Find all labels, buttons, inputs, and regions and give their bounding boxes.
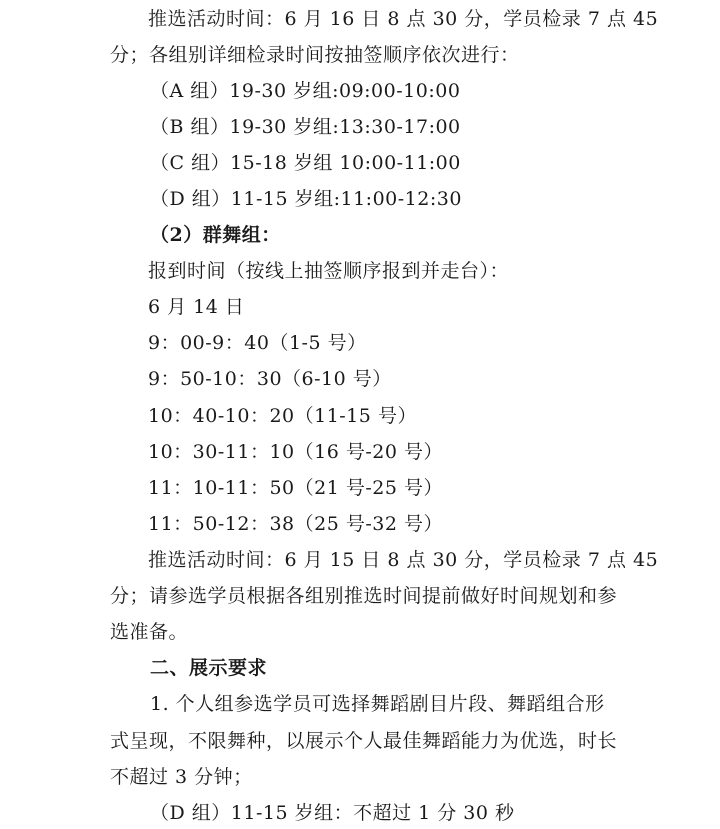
- text-line: 式呈现，不限舞种，以展示个人最佳舞蹈能力为优选，时长: [110, 730, 618, 752]
- text-line: 11：10-11：50（21 号-25 号）: [148, 477, 443, 499]
- text-line: 10：30-11：10（16 号-20 号）: [148, 441, 443, 463]
- section-heading: （2）群舞组：: [150, 224, 281, 246]
- text-line: 1. 个人组参选学员可选择舞蹈剧目片段、舞蹈组合形: [150, 693, 605, 715]
- section-heading: 二、展示要求: [150, 657, 268, 679]
- text-line: 9：00-9：40（1-5 号）: [148, 332, 367, 354]
- text-line: （C 组）15-18 岁组 10:00-11:00: [150, 152, 461, 174]
- text-line: 分；各组别详细检录时间按抽签顺序依次进行：: [110, 44, 520, 66]
- text-line: （D 组）11-15 岁组:11:00-12:30: [150, 188, 462, 210]
- text-line: （D 组）11-15 岁组：不超过 1 分 30 秒: [150, 802, 515, 824]
- text-line: 11：50-12：38（25 号-32 号）: [148, 513, 443, 535]
- text-line: 6 月 14 日: [148, 296, 245, 318]
- text-line: （B 组）19-30 岁组:13:30-17:00: [150, 116, 461, 138]
- text-line: 选准备。: [110, 621, 189, 643]
- text-line: 不超过 3 分钟；: [110, 766, 253, 788]
- text-line: 10：40-10：20（11-15 号）: [148, 405, 417, 427]
- text-line: 报到时间（按线上抽签顺序报到并走台）：: [148, 260, 510, 282]
- text-line: （A 组）19-30 岁组:09:00-10:00: [150, 80, 461, 102]
- text-line: 9：50-10：30（6-10 号）: [148, 368, 392, 390]
- text-line: 推选活动时间：6 月 16 日 8 点 30 分，学员检录 7 点 45: [148, 8, 659, 30]
- text-line: 分；请参选学员根据各组别推选时间提前做好时间规划和参: [110, 585, 618, 607]
- text-line: 推选活动时间：6 月 15 日 8 点 30 分，学员检录 7 点 45: [148, 549, 659, 571]
